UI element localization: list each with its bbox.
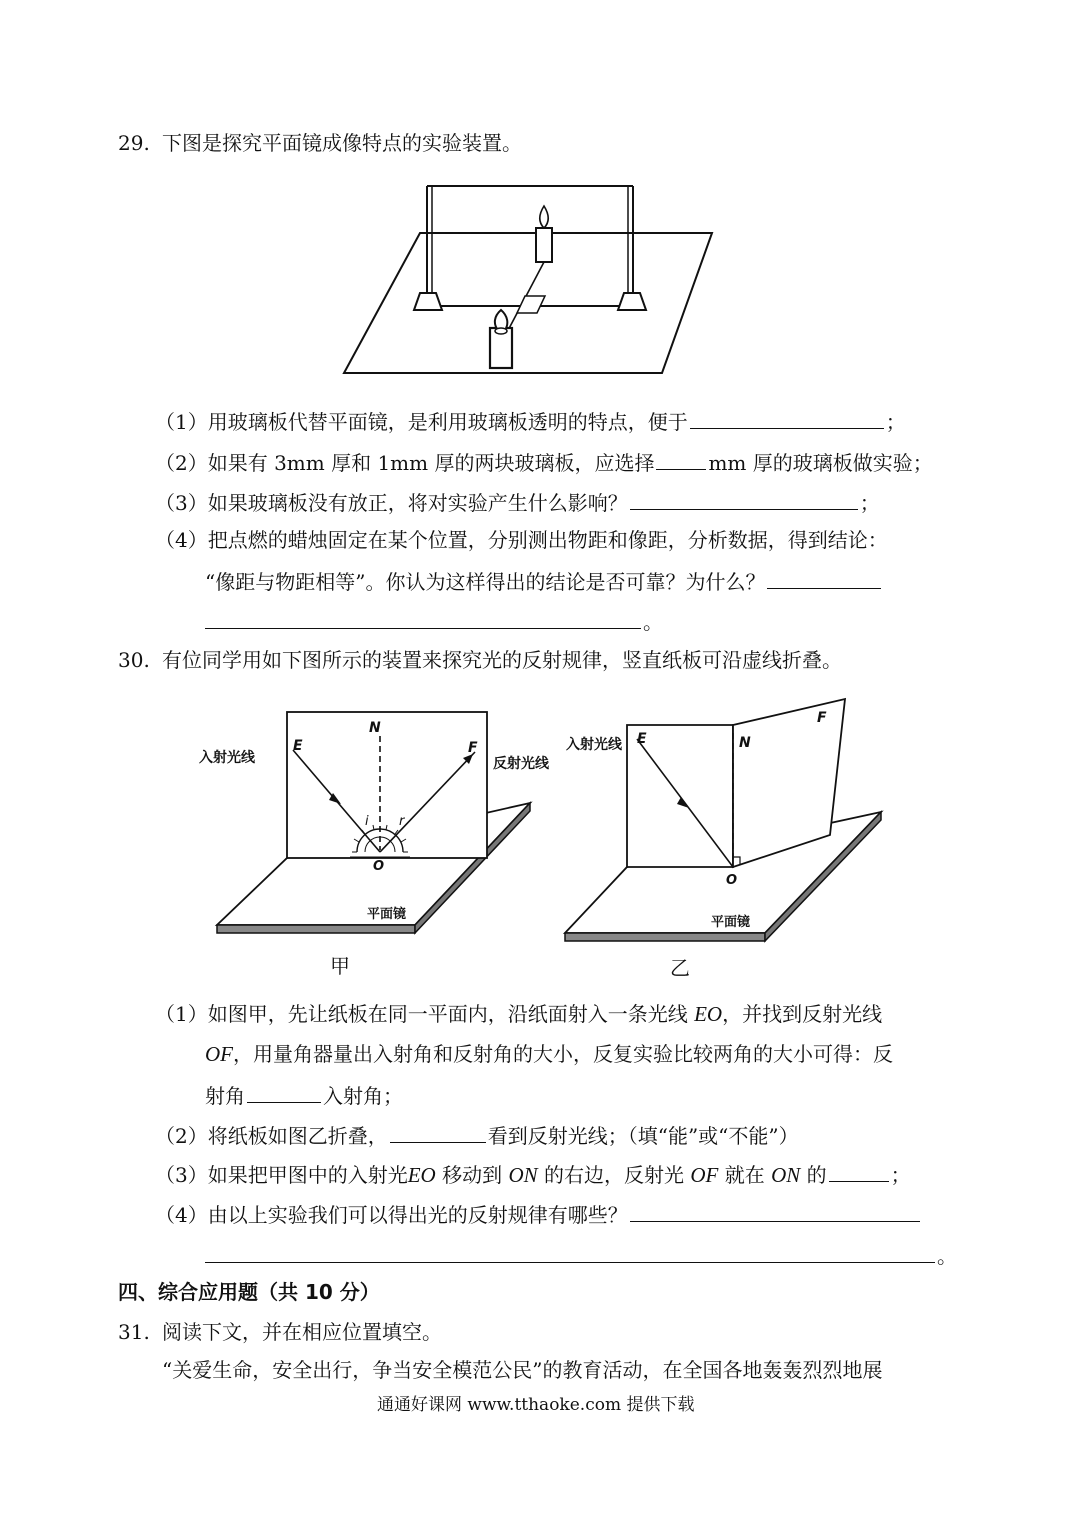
q30-figure-yi bbox=[555, 695, 890, 955]
section-4-title: 四、综合应用题（共 10 分） bbox=[118, 1280, 380, 1304]
q30-stem: 有位同学用如下图所示的装置来探究光的反射规律，竖直纸板可沿虚线折叠。 bbox=[162, 648, 842, 672]
q29-blank-2[interactable] bbox=[656, 449, 706, 470]
q30-caption-jia: 甲 bbox=[330, 954, 350, 978]
label-N: N bbox=[369, 720, 381, 736]
q30-item-1: （1）如图甲，先让纸板在同一平面内，沿纸面射入一条光线 EO，并找到反射光线 bbox=[155, 1002, 883, 1026]
q30-item-4-line2: 。 bbox=[205, 1242, 957, 1268]
label-incident-ray: 入射光线 bbox=[199, 750, 255, 766]
label-O: O bbox=[373, 859, 385, 874]
q29-stem: 下图是探究平面镜成像特点的实验装置。 bbox=[162, 131, 522, 155]
q29-item-4-line2: 。 bbox=[205, 608, 663, 634]
q30-blank-2[interactable] bbox=[390, 1122, 486, 1143]
q29-item-1: （1）用玻璃板代替平面镜，是利用玻璃板透明的特点，便于 ； bbox=[155, 410, 906, 434]
q30-blank-4a[interactable] bbox=[630, 1201, 920, 1222]
q29-blank-4b[interactable] bbox=[205, 608, 641, 629]
q30-item-1-line3: 射角 入射角； bbox=[205, 1084, 403, 1108]
q30-item-1-cont: OF，用量角器量出入射角和反射角的大小，反复实验比较两角的大小可得：反 bbox=[205, 1042, 893, 1066]
q31-paragraph: “关爱生命，安全出行，争当安全模范公民”的教育活动，在全国各地轰轰烈烈地展 bbox=[162, 1358, 883, 1382]
q31-stem: 阅读下文，并在相应位置填空。 bbox=[162, 1320, 442, 1344]
label-r: r bbox=[399, 814, 405, 829]
q29-item-2: （2）如果有 3mm 厚和 1mm 厚的两块玻璃板，应选择 mm 厚的玻璃板做实验； bbox=[155, 451, 933, 475]
label-E: E bbox=[293, 738, 303, 754]
q30-item-4: （4）由以上实验我们可以得出光的反射规律有哪些？ bbox=[155, 1201, 922, 1227]
q29-blank-1[interactable] bbox=[690, 408, 884, 429]
label-O-yi: O bbox=[726, 873, 738, 888]
label-F: F bbox=[468, 740, 478, 756]
q29-item-3: （3）如果玻璃板没有放正，将对实验产生什么影响？ ； bbox=[155, 491, 880, 515]
q29-item-4-cont: “像距与物距相等”。你认为这样得出的结论是否可靠？为什么？ bbox=[205, 568, 883, 594]
label-incident-ray-yi: 入射光线 bbox=[566, 737, 622, 753]
page-footer: 通通好课网 www.tthaoke.com 提供下载 bbox=[377, 1395, 695, 1415]
q31-number: 31. bbox=[118, 1320, 150, 1344]
label-N-yi: N bbox=[739, 735, 751, 751]
label-reflected-ray: 反射光线 bbox=[493, 756, 549, 772]
label-E-yi: E bbox=[637, 731, 647, 747]
q30-caption-yi: 乙 bbox=[670, 956, 690, 980]
q29-mirror-apparatus-figure bbox=[330, 178, 730, 378]
label-F-yi: F bbox=[817, 710, 827, 726]
label-mirror-yi: 平面镜 bbox=[711, 915, 751, 930]
q29-number: 29. bbox=[118, 131, 150, 155]
q30-item-3: （3）如果把甲图中的入射光EO 移动到 ON 的右边，反射光 OF 就在 ON 的 ； bbox=[155, 1163, 911, 1187]
q30-blank-4b[interactable] bbox=[205, 1242, 935, 1263]
label-i: i bbox=[365, 814, 369, 829]
q30-blank-3[interactable] bbox=[829, 1161, 889, 1182]
q29-item-4: （4）把点燃的蜡烛固定在某个位置，分别测出物距和像距，分析数据，得到结论： bbox=[155, 528, 888, 552]
q29-blank-3[interactable] bbox=[630, 489, 858, 510]
label-mirror: 平面镜 bbox=[367, 907, 407, 922]
q30-blank-1[interactable] bbox=[247, 1082, 321, 1103]
q30-number: 30. bbox=[118, 648, 150, 672]
q30-figure-jia bbox=[199, 700, 549, 945]
q30-item-2: （2）将纸板如图乙折叠， 看到反射光线；（填“能”或“不能”） bbox=[155, 1124, 799, 1148]
q29-blank-4a[interactable] bbox=[767, 568, 881, 589]
